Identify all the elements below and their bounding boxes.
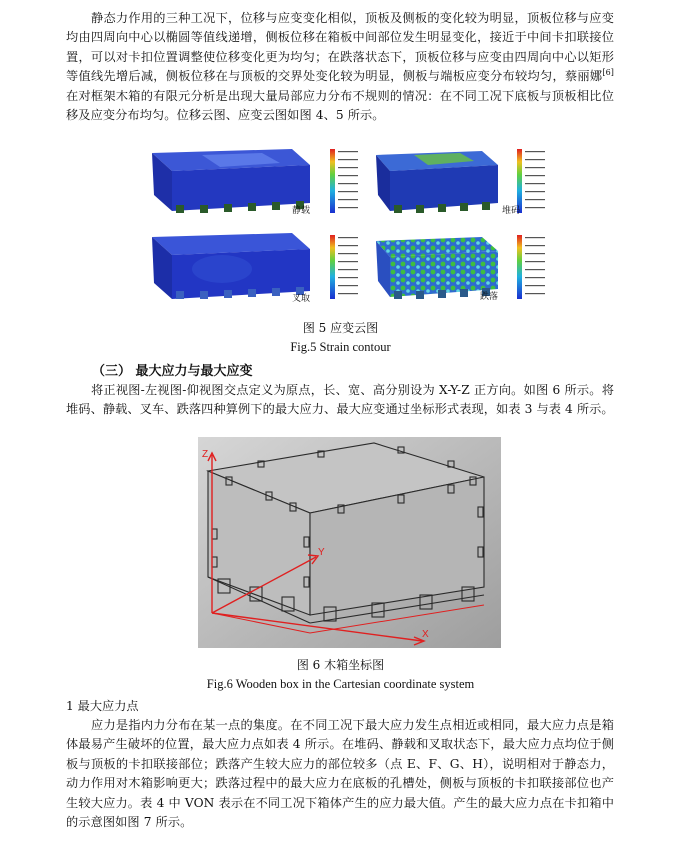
paragraph-max-stress xyxy=(66,716,614,832)
paragraph-text: 将正视图-左视图-仰视图交点定义为原点，长、宽、高分别设为 X-Y-Z 正方向。如图 6 所示。将堆码、静载、叉车、跌落四种算例下的最大应力、最大应变通过坐标形式表现，如表 3 与表 4 所示。 xyxy=(66,383,614,417)
figure-6-caption-en: Fig.6 Wooden box in the Cartesian coordinate system xyxy=(206,677,475,691)
paragraph-text-tail: 在对框架木箱的有限元分析是出现大量局部应力分布不规则的情况：在不同工况下底板与顶板相比位移及应变分布均匀。位移云图、应变云图如图 4、5 所示。 xyxy=(66,88,614,123)
figure-5-caption-cn: 图 5 应变云图 xyxy=(302,321,379,335)
paragraph-text: 应力是指内力分布在某一点的集度。在不同工况下最大应力发生点相近或相同，最大应力点是箱体最易产生破坏的位置，最大应力点如表 4 所示。在堆码、静载和叉取状态下，最大应力点均位于侧板与顶板的卡扣联接部位；跌落产生较大应力的部位较多（点 E、F、G、H），说明相对于静态力，动力作用对木箱影响更大；跌落过程中的最大应力在底板的孔槽处，侧板与顶板的卡扣联接部位也产生较大应力。表 4 中 VON 表示在不同工况下箱体产生的应力最大值。产生的最大应力点在卡扣箱中的示意图如图 7 所示。 xyxy=(66,718,614,830)
axis-label-x: X xyxy=(422,629,429,640)
contour-panel-forklift xyxy=(142,229,368,315)
paragraph-coordinate-definition xyxy=(66,381,614,420)
section-heading: （三） 最大应力与最大应变 xyxy=(92,364,253,379)
paragraph-strain-discussion xyxy=(66,9,614,125)
contour-image xyxy=(370,143,553,229)
contour-panel-stacking xyxy=(370,143,553,229)
contour-image xyxy=(142,143,368,229)
contour-panel-drop xyxy=(370,229,553,315)
box-wireframe xyxy=(198,437,501,648)
contour-panel-static-load xyxy=(142,143,368,229)
axis-label-z: Z xyxy=(202,449,209,460)
citation-ref: [6] xyxy=(602,68,614,78)
panel-label-static: 静载 xyxy=(292,205,311,215)
reference-author: 蔡丽娜 xyxy=(564,69,603,84)
axis-label-y: Y xyxy=(318,547,325,558)
panel-label-forklift: 叉取 xyxy=(292,293,311,303)
figure-6-caption-cn: 图 6 木箱坐标图 xyxy=(296,658,385,672)
sub-heading-max-stress-point: 1 最大应力点 xyxy=(66,699,139,713)
panel-label-stacking: 堆码 xyxy=(502,205,521,215)
paragraph-text: 静态力作用的三种工况下，位移与应变变化相似，顶板及侧板的变化较为明显，顶板位移与应变均由四周向中心以椭圆等值线递增，侧板位移在箱板中间部位发生明显变化，接近于中间卡扣联接位置，可以对卡扣位置调整使位移变化更为均匀；在跌落状态下，顶板位移与应变由四周向中心以矩形等值线先增后减，侧板位移在与顶板的交界处变化较为明显，侧板与端板应变分布较均匀， xyxy=(66,11,614,84)
contour-image xyxy=(142,229,368,315)
figure-5-caption-en: Fig.5 Strain contour xyxy=(290,340,391,354)
contour-image xyxy=(370,229,553,315)
figure-6-box-render xyxy=(198,437,501,648)
panel-label-drop: 跌落 xyxy=(480,291,499,301)
